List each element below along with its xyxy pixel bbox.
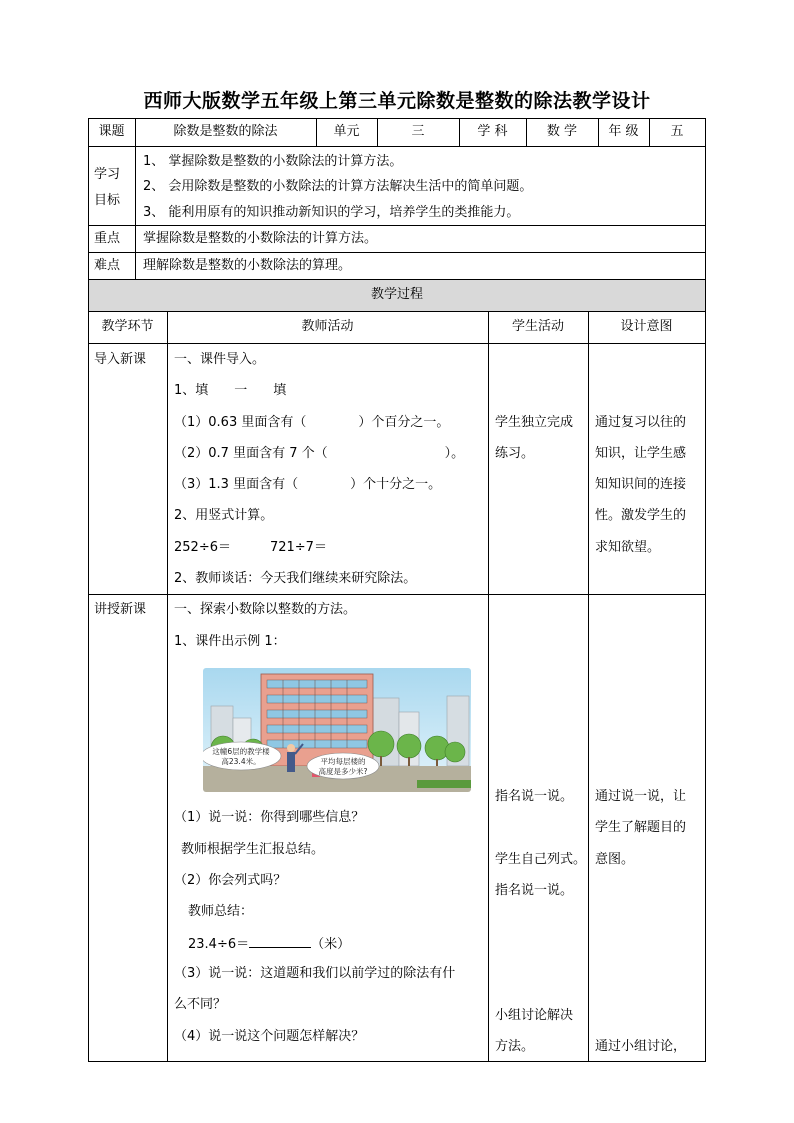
header-subject-value: 数 学: [546, 124, 578, 139]
teacher-line: （2）你会列式吗？: [174, 873, 287, 888]
teacher-line: （3）1.3 里面含有（ ）个十分之一。: [174, 477, 442, 492]
teacher-line: （2）0.7 里面含有 7 个（ ）。: [174, 446, 465, 461]
intent-line: 意图。: [595, 852, 635, 867]
section-name: 导入新课: [94, 352, 147, 367]
example-illustration: [203, 668, 471, 792]
svg-text:平均每层楼的: 平均每层楼的: [320, 757, 366, 766]
intent-line: 知知识间的连接: [595, 477, 687, 492]
key-text: 掌握除数是整数的小数除法的计算方法。: [143, 231, 378, 246]
teacher-line: 2、教师谈话：今天我们继续来研究除法。: [174, 571, 417, 586]
teacher-line: 2、用竖式计算。: [174, 508, 274, 523]
svg-text:这幢6层的教学楼: 这幢6层的教学楼: [212, 747, 270, 756]
student-line: 学生自己列式。: [495, 852, 587, 867]
process-header: 教学过程: [370, 287, 423, 302]
header-topic-label: 课题: [98, 124, 125, 139]
teacher-line: （3）说一说：这道题和我们以前学过的除法有什: [174, 966, 456, 981]
header-grade-value: 五: [670, 124, 684, 139]
difficulty-text: 理解除数是整数的小数除法的算理。: [143, 258, 352, 273]
col-header-teacher: 教师活动: [301, 319, 354, 334]
intent-line: 通过复习以往的: [595, 415, 687, 430]
goal-item: 3、 能利用原有的知识推动新知识的学习，培养学生的类推能力。: [143, 205, 520, 220]
key-label: 重点: [94, 231, 121, 246]
col-header-intent: 设计意图: [620, 319, 673, 334]
intent-line: 性。激发学生的: [595, 508, 687, 523]
goal-item: 1、 掌握除数是整数的小数除法的计算方法。: [143, 154, 403, 169]
teacher-line: （1）说一说：你得到哪些信息？: [174, 810, 365, 825]
col-header-stage: 教学环节: [101, 319, 154, 334]
intent-line: 知识，让学生感: [595, 446, 687, 461]
teacher-line: 252÷6＝ 721÷7＝: [174, 540, 327, 555]
svg-text:高23.4米。: 高23.4米。: [221, 757, 261, 766]
col-header-student: 学生活动: [511, 319, 564, 334]
student-line: 指名说一说。: [495, 883, 574, 898]
teacher-line: （1）0.63 里面含有（ ）个百分之一。: [174, 415, 450, 430]
equation-unit: （米）: [311, 937, 351, 952]
header-topic-value: 除数是整数的除法: [173, 124, 278, 139]
student-line: 小组讨论解决: [495, 1008, 574, 1023]
page-title: 西师大版数学五年级上第三单元除数是整数的除法教学设计: [143, 90, 651, 112]
teacher-line: 1、课件出示例 1：: [174, 634, 286, 649]
header-unit-label: 单元: [333, 124, 360, 139]
section-name: 讲授新课: [94, 602, 147, 617]
header-subject-label: 学 科: [477, 124, 508, 139]
header-unit-value: 三: [411, 124, 425, 139]
svg-text:高度是多少米?: 高度是多少米?: [318, 767, 368, 776]
goal-item: 2、 会用除数是整数的小数除法的计算方法解决生活中的简单问题。: [143, 179, 533, 194]
teacher-line: 教师总结：: [188, 904, 254, 919]
school-building-scene: [203, 668, 471, 792]
student-line: 练习。: [495, 446, 535, 461]
teacher-line: 一、探索小数除以整数的方法。: [174, 602, 357, 617]
teacher-line: （4）说一说这个问题怎样解决？: [174, 1029, 365, 1044]
student-line: 指名说一说。: [495, 789, 574, 804]
goals-label-1: 学习: [94, 167, 121, 182]
teacher-line: 一、课件导入。: [174, 352, 266, 367]
answer-blank: [249, 933, 311, 948]
student-line: 方法。: [495, 1039, 535, 1054]
difficulty-label: 难点: [94, 258, 121, 273]
student-line: 学生独立完成: [495, 415, 574, 430]
intent-line: 求知欲望。: [595, 540, 661, 555]
header-grade-label: 年 级: [608, 124, 639, 139]
intent-line: 通过说一说，让: [595, 789, 687, 804]
equation-text: 23.4÷6＝: [188, 937, 250, 952]
equation-line: [188, 933, 350, 955]
goals-label-2: 目标: [94, 193, 121, 208]
teacher-line: 教师根据学生汇报总结。: [181, 842, 325, 857]
intent-line: 学生了解题目的: [595, 820, 687, 835]
teacher-line: 1、填 一 填: [174, 383, 287, 398]
intent-line: 通过小组讨论，: [595, 1039, 687, 1054]
teacher-line: 么不同？: [174, 997, 227, 1012]
